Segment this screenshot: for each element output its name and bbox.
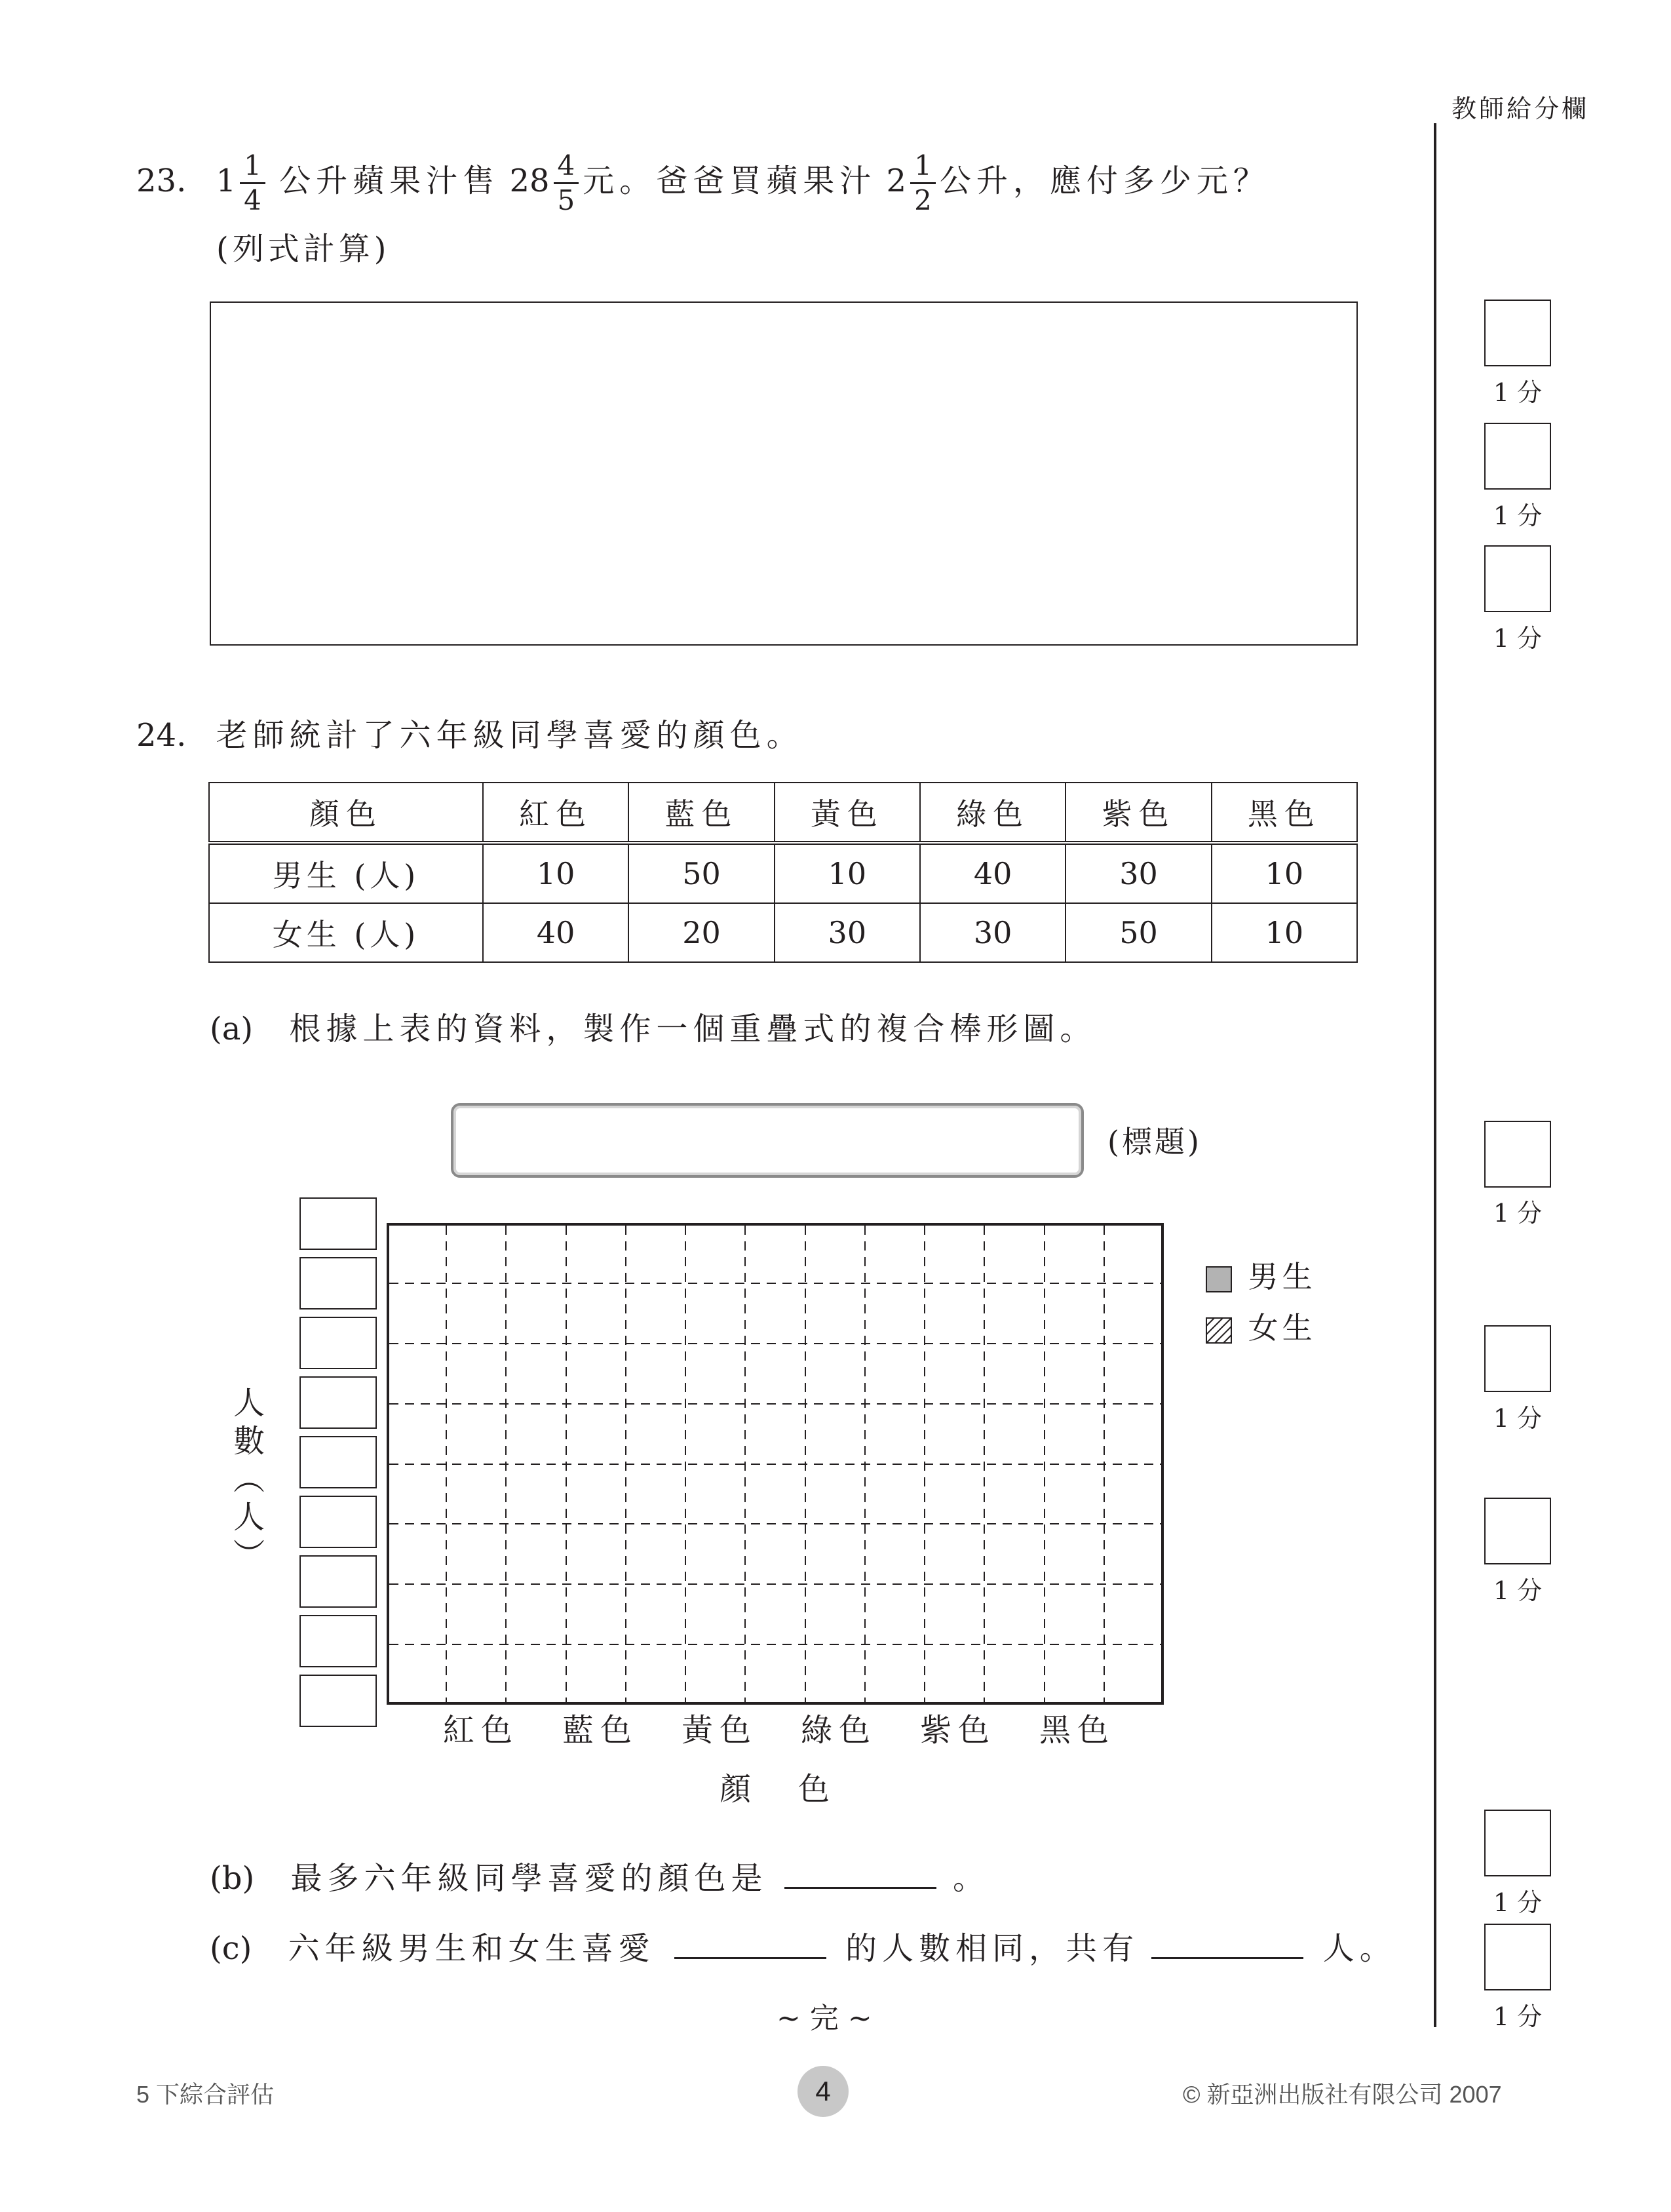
y-value-box[interactable] <box>299 1615 377 1667</box>
q23-answer-box[interactable] <box>210 301 1358 646</box>
x-tick-label: 黃色 <box>682 1712 758 1749</box>
score-box[interactable] <box>1484 1325 1551 1392</box>
score-box[interactable] <box>1484 423 1551 490</box>
y-value-box[interactable] <box>299 1496 377 1548</box>
table-header-cell: 綠色 <box>920 783 1066 843</box>
y-value-box[interactable] <box>299 1376 377 1429</box>
q24-part-a <box>210 1009 1096 1049</box>
q23-text3: 公升，應付多少元？ <box>939 163 1270 199</box>
q23-line <box>136 149 1270 217</box>
table-cell: 20 <box>628 903 774 962</box>
score-label: 1 分 <box>1493 1199 1543 1228</box>
table-cell: 50 <box>628 843 774 903</box>
table-cell: 40 <box>483 903 628 962</box>
legend-boys-label: 男生 <box>1248 1259 1316 1294</box>
table-header-cell: 顏色 <box>209 783 483 843</box>
score-label: 1 分 <box>1493 501 1543 530</box>
part-c-text2: 的人數相同，共有 <box>845 1930 1140 1967</box>
page-number: 4 <box>815 2076 831 2106</box>
y-value-box[interactable] <box>299 1257 377 1310</box>
color-table <box>208 782 1358 963</box>
table-header-cell: 藍色 <box>628 783 774 843</box>
q23-fraction3: $\frac{1}{2}$ <box>910 149 936 217</box>
score-box[interactable] <box>1484 300 1551 366</box>
q23-fraction2: $\frac{4}{5}$ <box>554 149 579 217</box>
q24-number: 24. <box>136 717 187 754</box>
table-cell: 10 <box>483 843 628 903</box>
part-a-text: 根據上表的資料，製作一個重疊式的複合棒形圖。 <box>289 1011 1097 1047</box>
part-c-label: (c) <box>210 1930 252 1967</box>
table-row-label: 女生 (人) <box>209 903 483 962</box>
q23-whole3: 2 <box>886 163 907 199</box>
part-a-label: (a) <box>210 1011 254 1047</box>
y-value-box[interactable] <box>299 1675 377 1727</box>
part-c-blank-count[interactable] <box>1151 1928 1303 1959</box>
x-axis-labels <box>387 1711 1164 1750</box>
x-tick-label: 紫色 <box>920 1712 997 1749</box>
score-label: 1 分 <box>1493 1888 1543 1917</box>
part-c-text3: 人。 <box>1322 1930 1396 1967</box>
q24-part-b <box>210 1858 984 1898</box>
score-box[interactable] <box>1484 1121 1551 1188</box>
score-label: 1 分 <box>1493 624 1543 653</box>
y-value-box[interactable] <box>299 1436 377 1488</box>
part-b-label: (b) <box>210 1860 255 1897</box>
legend-girls-label: 女生 <box>1248 1310 1316 1346</box>
chart-title-hint: (標題) <box>1107 1124 1202 1159</box>
score-box[interactable] <box>1484 1498 1551 1564</box>
y-value-box[interactable] <box>299 1197 377 1250</box>
table-row-boys <box>209 843 1357 903</box>
part-c-blank-color[interactable] <box>674 1928 826 1959</box>
x-tick-label: 紅色 <box>443 1712 520 1749</box>
q23-text1: 公升蘋果汁售 <box>279 163 500 199</box>
part-b-blank[interactable] <box>784 1858 936 1889</box>
table-cell: 30 <box>775 903 920 962</box>
q24-line <box>136 716 803 755</box>
score-box[interactable] <box>1484 545 1551 612</box>
q23-whole1: 1 <box>216 163 237 199</box>
y-value-box[interactable] <box>299 1555 377 1608</box>
q23-instruction: (列式計算) <box>216 231 391 267</box>
score-label: 1 分 <box>1493 2002 1543 2031</box>
q23-whole2: 28 <box>509 163 550 199</box>
chart-title-input[interactable] <box>451 1103 1084 1178</box>
score-label: 1 分 <box>1493 1576 1543 1605</box>
legend-solid-swatch <box>1206 1266 1232 1292</box>
legend-girls <box>1206 1304 1316 1348</box>
y-axis-label: 人 數 ︵ 人 ︶ <box>233 1385 265 1574</box>
page-number-badge <box>797 2066 849 2117</box>
q23-number: 23. <box>136 163 187 199</box>
x-tick-label: 黑色 <box>1039 1712 1116 1749</box>
q24-part-c <box>210 1928 1396 1968</box>
table-cell: 10 <box>1212 843 1357 903</box>
legend-hatched-swatch <box>1206 1317 1232 1344</box>
table-header-cell: 紫色 <box>1066 783 1211 843</box>
table-header-cell: 黑色 <box>1212 783 1357 843</box>
table-header-cell: 紅色 <box>483 783 628 843</box>
legend-boys <box>1206 1253 1316 1296</box>
q23-text2: 元。爸爸買蘋果汁 <box>583 163 877 199</box>
table-cell: 50 <box>1066 903 1211 962</box>
table-header-cell: 黃色 <box>775 783 920 843</box>
table-row-label: 男生 (人) <box>209 843 483 903</box>
part-b-text1: 最多六年級同學喜愛的顏色是 <box>290 1860 768 1897</box>
margin-divider <box>1434 123 1436 2027</box>
score-box[interactable] <box>1484 1924 1551 1990</box>
chart-grid[interactable] <box>387 1223 1164 1705</box>
end-mark: ~ 完 ~ <box>777 2002 872 2035</box>
margin-header: 教師給分欄 <box>1451 94 1590 123</box>
table-cell: 10 <box>775 843 920 903</box>
table-cell: 40 <box>920 843 1066 903</box>
table-header-row <box>209 783 1357 843</box>
footer-copyright: © 新亞洲出版社有限公司 2007 <box>1183 2081 1502 2108</box>
q23-fraction1: $\frac{1}{4}$ <box>240 149 265 217</box>
part-c-text1: 六年級男生和女生喜愛 <box>288 1930 655 1967</box>
score-box[interactable] <box>1484 1810 1551 1876</box>
q24-text: 老師統計了六年級同學喜愛的顏色。 <box>216 717 803 754</box>
x-axis-label: 顏 色 <box>720 1771 838 1808</box>
score-label: 1 分 <box>1493 1404 1543 1433</box>
footer-left: 5 下綜合評估 <box>136 2081 275 2108</box>
y-value-box[interactable] <box>299 1317 377 1369</box>
score-label: 1 分 <box>1493 378 1543 407</box>
table-cell: 30 <box>920 903 1066 962</box>
part-b-text2: 。 <box>953 1860 985 1897</box>
table-cell: 10 <box>1212 903 1357 962</box>
table-cell: 30 <box>1066 843 1211 903</box>
x-tick-label: 藍色 <box>562 1712 639 1749</box>
x-tick-label: 綠色 <box>801 1712 877 1749</box>
table-row-girls <box>209 903 1357 962</box>
